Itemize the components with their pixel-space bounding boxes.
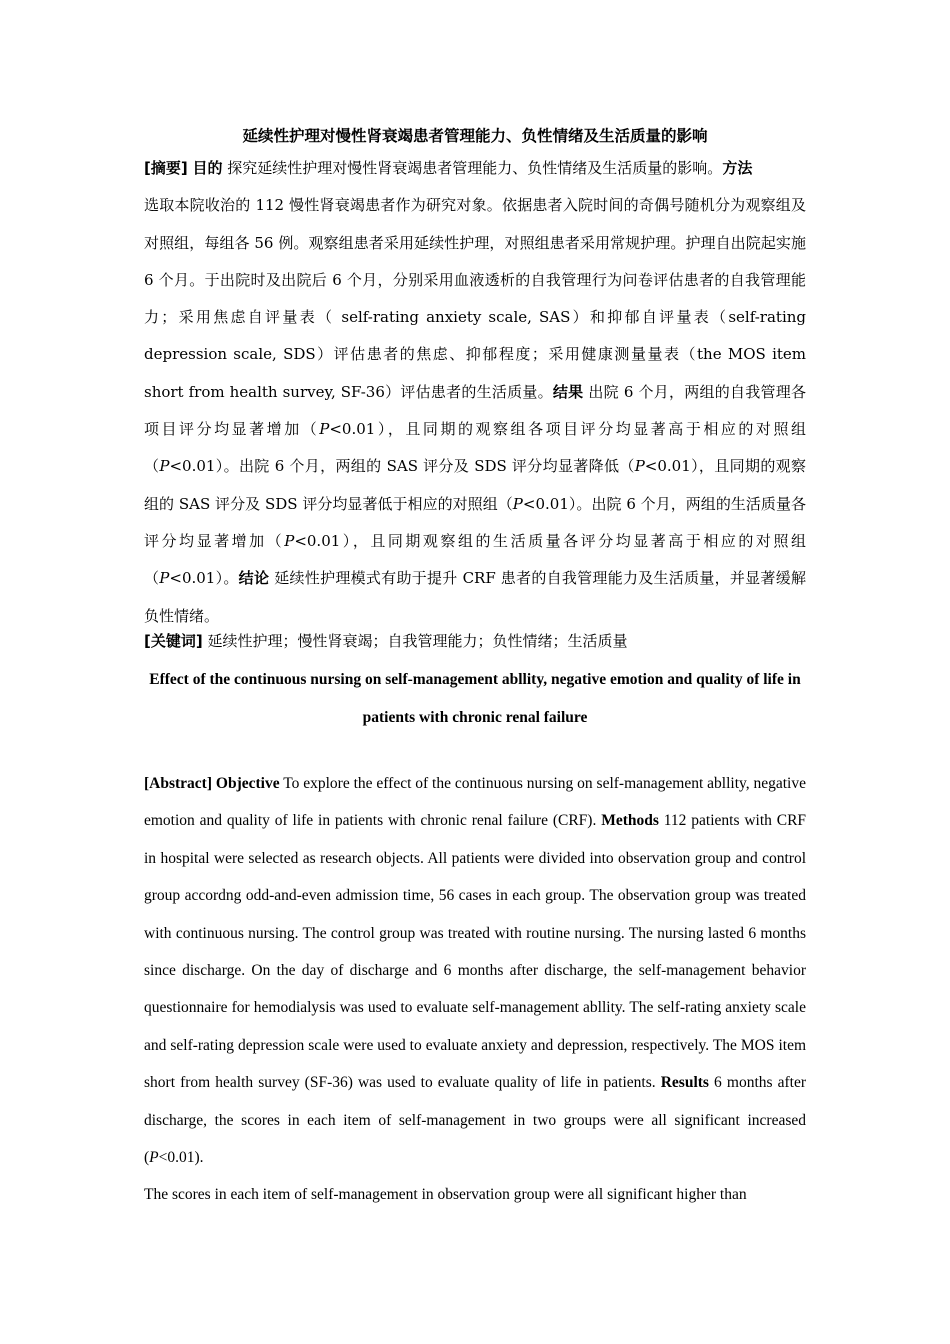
p-symbol: P bbox=[284, 531, 295, 550]
p-symbol: P bbox=[319, 420, 330, 439]
results-text-cn-6: <0.01），且同期观察组的生活质量各评分均显著高于相应的对照组（ bbox=[144, 531, 806, 588]
keywords-text-cn: 延续性护理；慢性肾衰竭；自我管理能力；负性情绪；生活质量 bbox=[207, 632, 628, 650]
results-label-en: Results bbox=[660, 1074, 709, 1092]
results-text-cn-2: <0.01），且同期的观察组各项目评分均显著高于相应的对照组（ bbox=[144, 420, 806, 476]
objective-label-cn: 目的 bbox=[192, 159, 223, 177]
abstract-label-en: [Abstract] bbox=[144, 775, 213, 792]
chinese-abstract bbox=[144, 150, 806, 635]
methods-label-cn: 方法 bbox=[722, 159, 753, 177]
abstract-label-cn: [摘要] bbox=[144, 159, 188, 177]
p-symbol: P bbox=[149, 1149, 159, 1167]
methods-text-en: 112 patients with CRF in hospital were selected as research objects. All patients were divided into observation group and control group accordng odd-and-even admission time, 56 cases in each group. The observation group was treated with continuous nursing. The control group was treated with routine nursing. The nursing lasted 6 months since discharge. On the day of discharge and 6 months after discharge, the self-management behavior questionnaire for hemodialysis was used to evaluate self-management abllity. The self-rating anxiety scale and self-rating depression scale were used to evaluate anxiety and depression, respectively. The MOS item short from health survey (SF-36) was used to evaluate quality of life in patients. bbox=[144, 812, 807, 1092]
keywords-label-cn: [关键词] bbox=[144, 632, 203, 650]
p-symbol: P bbox=[159, 457, 170, 476]
p-symbol: P bbox=[159, 569, 170, 588]
results-text-cn-4: <0.01），且同期的观察组的 SAS 评分及 SDS 评分均显著低于相应的对照组（ bbox=[144, 457, 807, 513]
results-text-cn-1: 出院 6 个月，两组的自我管理各项目评分均显著增加（ bbox=[144, 382, 806, 439]
results-text-en-2: <0.01). bbox=[158, 1149, 204, 1167]
methods-text-cn: 选取本院收治的 112 慢性肾衰竭患者作为研究对象。依据患者入院时间的奇偶号随机分为观察组及对照组，每组各 56 例。观察组患者采用延续性护理，对照组患者采用常规护理。护理自出院起实施 6 个月。于出院时及出院后 6 个月，分别采用血液透析的自我管理行为问卷评估患者的自我管理能力；采用焦虑自评量表（ self-rating anxiety scale, SAS）和抑郁自评量表（self-rating depression scale, SDS）评估患者的焦虑、抑郁程度；采用健康测量量表（the MOS item short from health survey, SF-36）评估患者的生活质量。 bbox=[144, 196, 806, 401]
conclusion-text-cn: 延续性护理模式有助于提升 CRF 患者的自我管理能力及生活质量，并显著缓解负性情绪。 bbox=[144, 569, 806, 625]
p-symbol: P bbox=[512, 494, 523, 513]
chinese-title: 延续性护理对慢性肾衰竭患者管理能力、负性情绪及生活质量的影响 bbox=[242, 127, 708, 145]
objective-label-en: Objective bbox=[215, 775, 280, 792]
objective-text-cn: 探究延续性护理对慢性肾衰竭患者管理能力、负性情绪及生活质量的影响。 bbox=[227, 159, 723, 177]
results-label-cn: 结果 bbox=[552, 382, 584, 401]
english-title: Effect of the continuous nursing on self-management abllity, negative emotion and quality of life in patients with chronic renal failure bbox=[149, 671, 801, 726]
objective-text-en: To explore the effect of the continuous nursing on self-management abllity, negative emotion and quality of life in patients with chronic renal failure (CRF). bbox=[144, 775, 806, 830]
p-symbol: P bbox=[634, 457, 645, 476]
methods-label-en: Methods bbox=[601, 812, 659, 830]
results-text-cn-7: <0.01）。 bbox=[169, 569, 239, 588]
results-text-en-1: 6 months after discharge, the scores in each item of self-management in two groups were all significant increased ( bbox=[144, 1074, 807, 1167]
conclusion-label-cn: 结论 bbox=[238, 569, 270, 588]
results-text-en-3: The scores in each item of self-management in observation group were all significant higher than bbox=[144, 1186, 747, 1204]
results-text-cn-3: <0.01）。出院 6 个月，两组的 SAS 评分及 SDS 评分均显著降低（ bbox=[169, 457, 635, 476]
keywords-cn bbox=[144, 626, 806, 656]
results-text-cn-5: <0.01）。出院 6 个月，两组的生活质量各评分均显著增加（ bbox=[144, 494, 806, 550]
english-abstract bbox=[144, 765, 806, 1214]
